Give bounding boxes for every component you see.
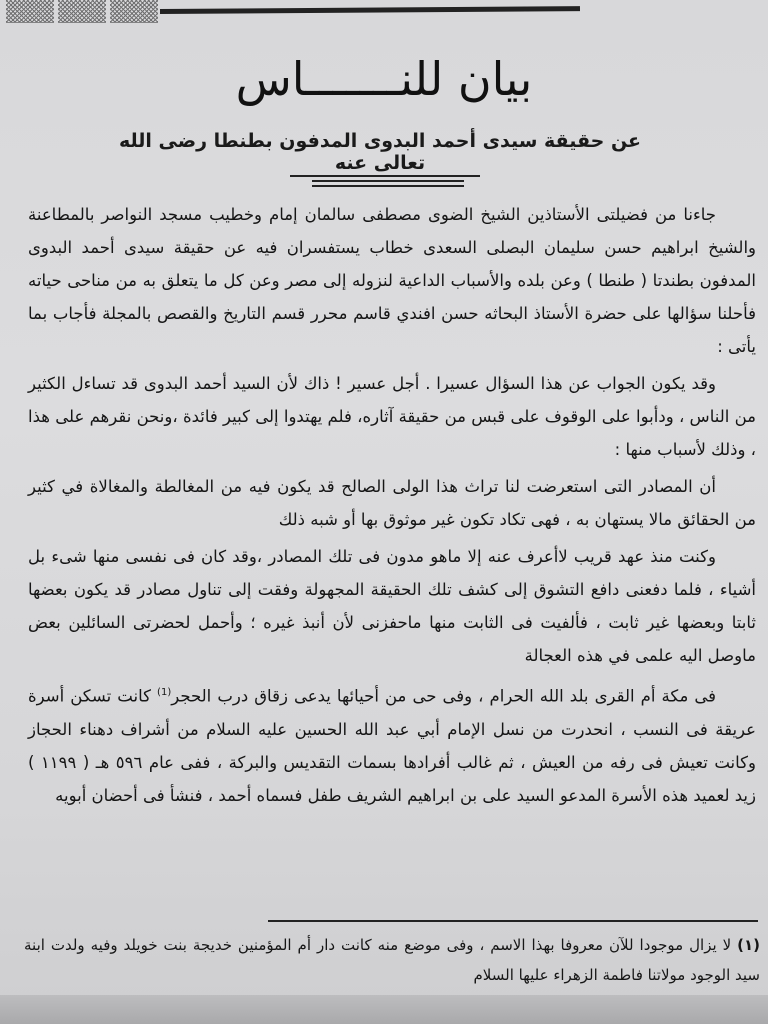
decorative-header-border: [6, 0, 158, 24]
divider-line: [312, 180, 464, 182]
title-divider: [290, 175, 480, 190]
footnote-divider: [268, 920, 758, 922]
ornament-tile-icon: [6, 0, 54, 23]
footnote-text: لا يزال موجودا للآن معروفا بهذا الاسم ، وفى موضع منه كانت دار أم المؤمنين خديجة بنت خويلد وفيه ولدت ابنة سيد الوجود مولاتنا فاطمة الزهراء عليها السلام: [24, 936, 760, 984]
divider-line: [312, 185, 464, 187]
footnote-number: (١): [737, 936, 760, 954]
footnote: [24, 930, 760, 990]
footnote-marker: (1): [157, 687, 172, 698]
paragraph-origin-text: فى مكة أم القرى بلد الله الحرام ، وفى حى من أحيائها يدعى زقاق درب الحجر: [171, 686, 716, 706]
paragraph-intro: جاءنا من فضيلتى الأستاذين الشيخ الضوى مصطفى سالمان إمام وخطيب مسجد النواصر بالمطاعنة والشيخ ابراهيم حسن سليمان البصلى السعدى خطاب يستفسران فيه عن حقيقة سيدى أحمد البدوى المدفون بطندتا ( طنطا ) وعن بلده والأسباب الداعية لنزوله إلى مصر وعن كل ما يتعلق به من مناحى حياته فأحلنا سؤالها على حضرة الأستاذ البحاثه حسن افندي قاسم محرر قسم التاريخ والقصص بالمجلة فأجاب بما يأتى :: [28, 205, 756, 356]
ornament-tile-icon: [58, 0, 106, 23]
page-title: بيان للنـــــــاس: [235, 52, 533, 106]
ornament-tile-icon: [110, 0, 158, 23]
paragraph-sources: أن المصادر التى استعرضت لنا تراث هذا الولى الصالح قد يكون فيه من المغالطة والمغالاة في كثير من الحقائق مالا يستهان به ، فهى تكاد تكون غير موثوق بها أو شبه ذلك: [28, 477, 756, 529]
page-bottom-shadow: [0, 995, 768, 1024]
article-text: [28, 198, 756, 816]
paragraph-origin: [28, 676, 756, 812]
paragraph-answer: وقد يكون الجواب عن هذا السؤال عسيرا . أجل عسير ! ذاك لأن السيد أحمد البدوى قد تساءل الكثير من الناس ، ودأبوا على الوقوف على قبس من حقيقة آثاره، فلم يهتدوا إلى كبير فائدة ،ونحن نقرهم على هذا ، وذلك لأسباب منها :: [28, 374, 756, 459]
page-subtitle: عن حقيقة سيدى أحمد البدوى المدفون بطنطا رضى الله تعالى عنه: [118, 130, 642, 174]
paragraph-research: وكنت منذ عهد قريب لاأعرف عنه إلا ماهو مدون فى تلك المصادر ،وقد كان فى نفسى منها شىء بل أشياء ، فلما دفعنى دافع التشوق إلى كشف تلك الحقيقة المجهولة وفقت إلى تناول مصادر قد يكون بعضها ثابتا وبعضها غير ثابت ، فألفيت فى الثابت منها ماحفزنى لأن أنبذ غيره ؛ وأحمل لحضرتى السائلين بعض ماوصل اليه علمى في هذه العجالة: [28, 547, 756, 665]
paragraph-origin-continued: كانت تسكن أسرة عريقة فى النسب ، انحدرت من نسل الإمام أبي عبد الله الحسين عليه السلام من أشراف دهناء الحجاز وكانت تعيش فى رفه من العيش ، ثم غالب أفرادها بسمات التقديس والبركة ، ففى عام ٥٩٦ هـ ( ١١٩٩ ) زيد لعميد هذه الأسرة المدعو السيد على بن ابراهيم الشريف طفل فسماه أحمد ، فنشأ فى أحضان أبويه: [28, 686, 756, 805]
divider-line: [290, 175, 480, 177]
